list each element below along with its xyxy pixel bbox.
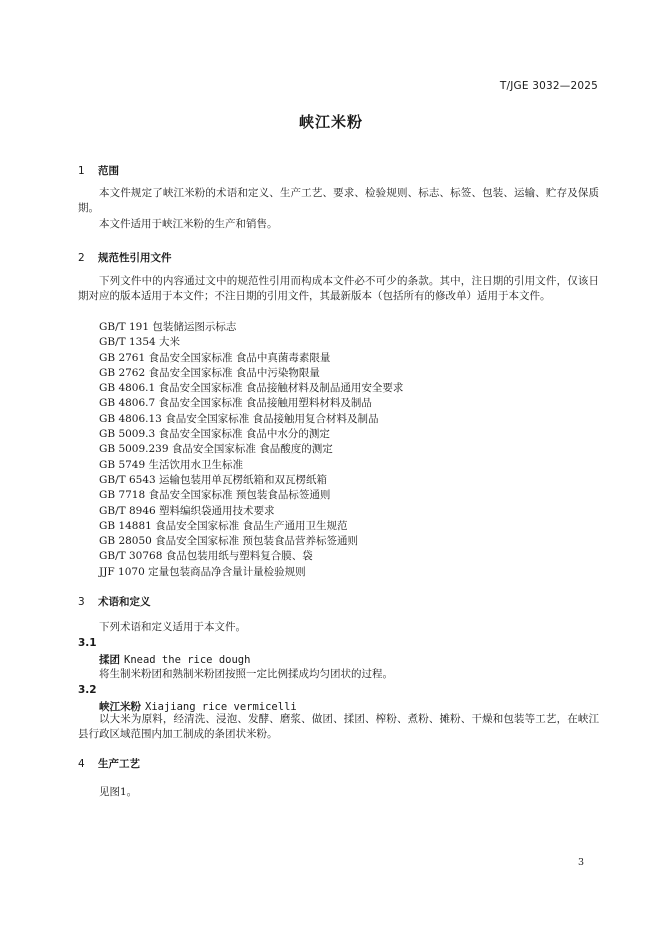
term-chinese: 峡江米粉 bbox=[99, 701, 141, 713]
section-heading-process bbox=[78, 756, 140, 771]
section-heading-terms bbox=[78, 594, 151, 609]
scope-paragraph-2: 本文件适用于峡江米粉的生产和销售。 bbox=[99, 218, 278, 230]
reference-item: GB/T 191 包装储运图示标志 bbox=[99, 321, 237, 333]
reference-item: GB 28050 食品安全国家标准 预包装食品营养标签通则 bbox=[99, 535, 359, 548]
reference-item: GB 4806.7 食品安全国家标准 食品接触用塑料材料及制品 bbox=[99, 397, 372, 410]
reference-item: GB/T 6543 运输包装用单瓦楞纸箱和双瓦楞纸箱 bbox=[99, 473, 328, 486]
section-number: 3 bbox=[78, 596, 85, 608]
term-definition: 以大米为原料，经清洗、浸泡、发酵、磨浆、做团、揉团、榨粉、煮粉、摊粉、干燥和包装等工艺，在峡江县行政区域范围内加工制成的条团状米粉。 bbox=[78, 713, 599, 741]
reference-item: JJF 1070 定量包装商品净含量计量检验规则 bbox=[99, 565, 306, 578]
reference-item: GB/T 8946 塑料编织袋通用技术要求 bbox=[99, 504, 275, 517]
reference-item: GB 2761 食品安全国家标准 食品中真菌毒素限量 bbox=[99, 351, 331, 364]
section-title: 规范性引用文件 bbox=[98, 252, 172, 264]
section-heading-normative-references bbox=[78, 250, 172, 265]
term-definition: 将生制米粉团和熟制米粉团按照一定比例揉成均匀团状的过程。 bbox=[99, 668, 393, 680]
section-heading-scope bbox=[78, 163, 119, 178]
section-title: 范围 bbox=[98, 165, 119, 177]
page-number: 3 bbox=[577, 857, 584, 868]
terms-intro: 下列术语和定义适用于本文件。 bbox=[99, 621, 246, 633]
reference-item: GB 4806.1 食品安全国家标准 食品接触材料及制品通用安全要求 bbox=[99, 382, 404, 395]
document-code: T/JGE 3032—2025 bbox=[499, 80, 598, 92]
reference-item: GB 5749 生活饮用水卫生标准 bbox=[99, 458, 244, 471]
section-number: 4 bbox=[78, 758, 85, 770]
reference-item: GB 4806.13 食品安全国家标准 食品接触用复合材料及制品 bbox=[99, 412, 379, 425]
section-number: 2 bbox=[78, 252, 85, 264]
process-paragraph: 见图1。 bbox=[99, 786, 138, 798]
section-title: 生产工艺 bbox=[98, 758, 140, 770]
term-number: 3.2 bbox=[78, 684, 97, 696]
term-english: Knead the rice dough bbox=[124, 654, 251, 666]
term-number: 3.1 bbox=[78, 637, 97, 649]
reference-item: GB 2762 食品安全国家标准 食品中污染物限量 bbox=[99, 366, 320, 379]
normative-paragraph: 下列文件中的内容通过文中的规范性引用而构成本文件必不可少的条款。其中，注日期的引用文件，仅该日期对应的版本适用于本文件；不注日期的引用文件，其最新版本（包括所有的修改单）适用于本文件。 bbox=[78, 275, 599, 303]
reference-item: GB 5009.239 食品安全国家标准 食品酸度的测定 bbox=[99, 443, 333, 456]
page-title: 峡江米粉 bbox=[298, 113, 363, 131]
term-chinese: 揉团 bbox=[99, 654, 120, 666]
reference-item: GB 5009.3 食品安全国家标准 食品中水分的测定 bbox=[99, 428, 330, 441]
scope-paragraph-1: 本文件规定了峡江米粉的术语和定义、生产工艺、要求、检验规则、标志、标签、包装、运输、贮存及保质期。 bbox=[78, 187, 599, 215]
reference-list bbox=[99, 320, 403, 580]
reference-item: GB 7718 食品安全国家标准 预包装食品标签通则 bbox=[99, 489, 331, 502]
term-title bbox=[99, 652, 250, 667]
section-number: 1 bbox=[78, 165, 85, 177]
reference-item: GB/T 1354 大米 bbox=[99, 336, 181, 349]
term-english: Xiajiang rice vermicelli bbox=[145, 701, 297, 713]
reference-item: GB 14881 食品安全国家标准 食品生产通用卫生规范 bbox=[99, 519, 348, 532]
reference-item: GB/T 30768 食品包装用纸与塑料复合膜、袋 bbox=[99, 550, 313, 563]
section-title: 术语和定义 bbox=[98, 596, 151, 608]
